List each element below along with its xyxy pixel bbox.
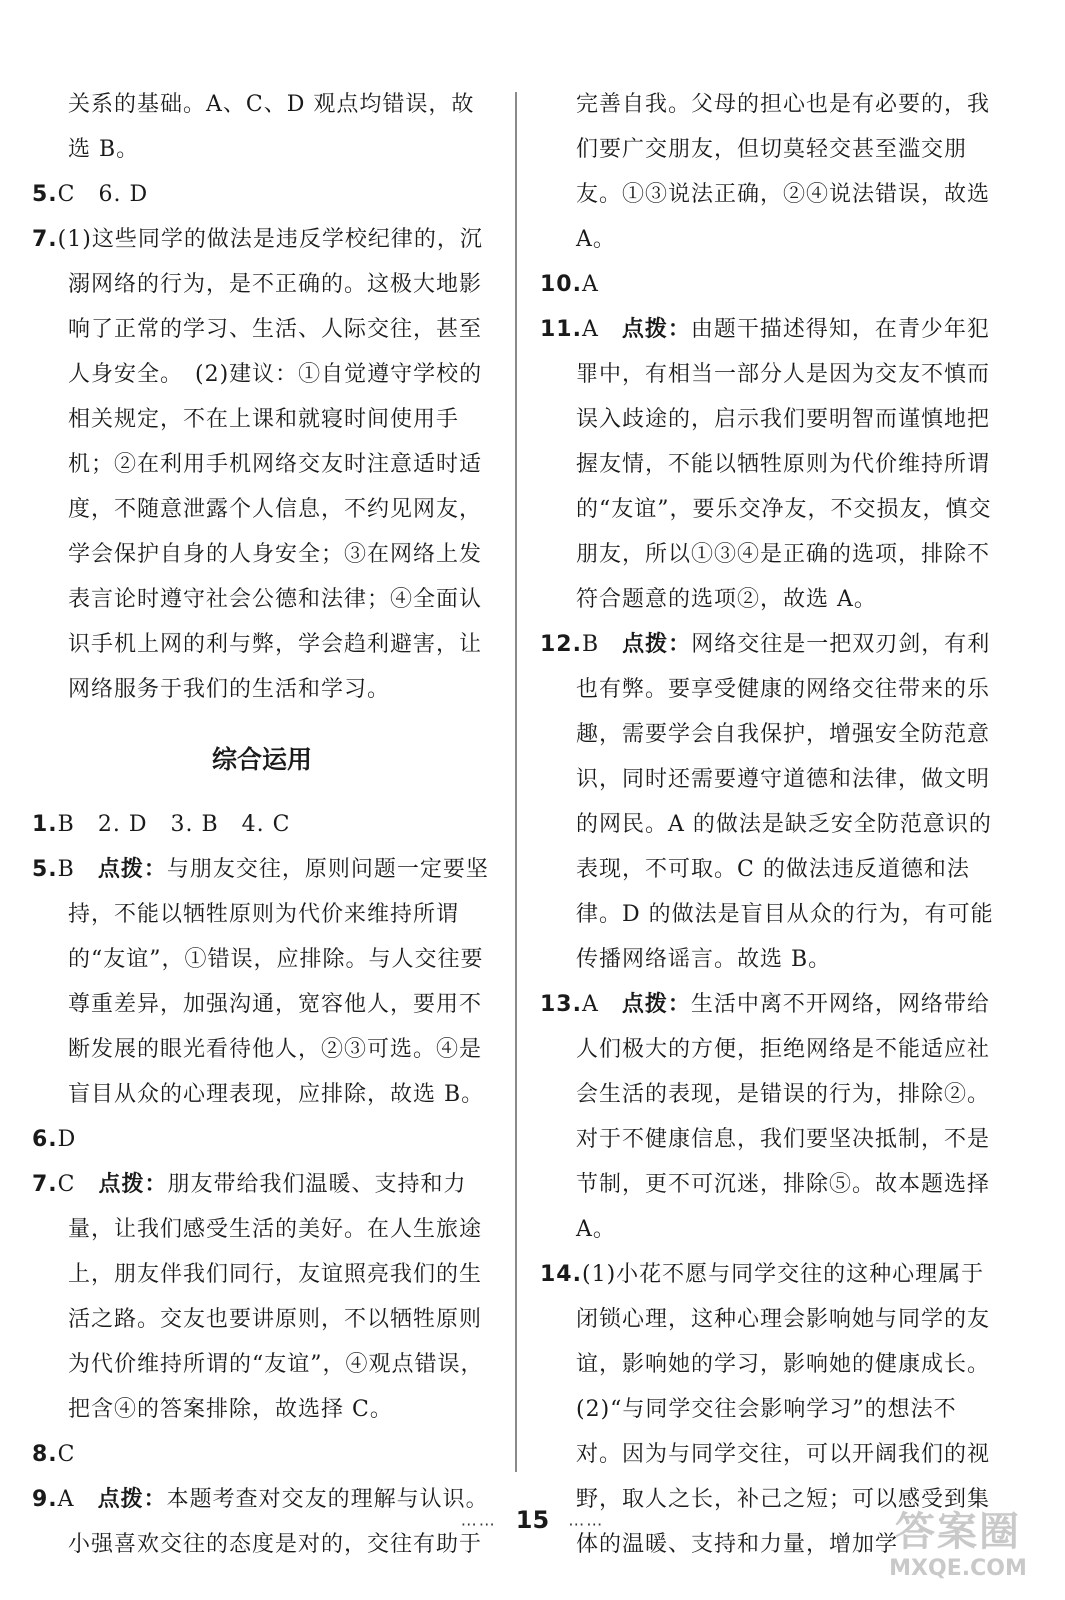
answer-text: 由题干描述得知，在青少年犯罪中，有相当一部分人是因为交友不慎而误入歧途的，启示我们要明智而谨慎地把握友情，不能以牺牲原则为代价维持所谓的“友谊”，要乐交净友，不交损友，慎交朋友，所以①③④是正确的选项，排除不符合题意的选项②，故选 A。: [576, 317, 992, 612]
question-number: 6.: [32, 1127, 58, 1152]
answer-text: 生活中离不开网络，网络带给人们极大的方便，拒绝网络是不能适应社会生活的表现，是错误的行为，排除②。对于不健康信息，我们要坚决抵制，不是节制，更不可沉迷，排除⑤。故本题选择 A。: [576, 992, 991, 1242]
answer-text: 与朋友交往，原则问题一定要坚持，不能以牺牲原则为代价来维持所谓的“友谊”，①错误，应排除。与人交往要尊重差异，加强沟通，宽容他人，要用不断发展的眼光看待他人，②③可选。④是盲目从众的心理表现，应排除，故选 B。: [68, 857, 489, 1107]
answer-item: [32, 847, 492, 1117]
answer-continued: [32, 82, 492, 172]
watermark-url: MXQE.COM: [889, 1556, 1027, 1581]
tip-label: 点拨：: [622, 632, 692, 657]
watermark-logo: 答案圈: [895, 1509, 1021, 1555]
question-number: 12.: [540, 632, 582, 657]
answer-text: D: [57, 1127, 77, 1152]
column-divider: [515, 92, 517, 1472]
answer-text: (1)小花不愿与同学交往的这种心理属于闭锁心理，这种心理会影响她与同学的友谊，影响她的学习，影响她的健康成长。 (2)“与同学交往会影响学习”的想法不对。因为与同学交往，可以开阔我们的视野，取人之长，补己之短；可以感受到集体的温暖、支持和力量，增加学: [576, 1262, 1003, 1557]
answer-text: (1)这些同学的做法是违反学校纪律的，沉溺网络的行为，是不正确的。这极大地影响了正常的学习、生活、人际交往，甚至人身安全。 (2)建议：①自觉遵守学校的相关规定，不在上课和就寝时间使用手机；②在利用手机网络交友时注意适时适度，不随意泄露个人信息，不约见网友，学会保护自身的人身安全；③在网络上发表言论时遵守社会公德和法律；④全面认识手机上网的利与弊，学会趋利避害，让网络服务于我们的生活和学习。: [57, 227, 483, 702]
tip-label: 点拨：: [97, 1487, 167, 1512]
footer-dots-right: ……: [568, 1510, 605, 1530]
answer-item: [32, 217, 492, 712]
answer-choice: C: [57, 1172, 76, 1197]
answer-item: [540, 307, 1000, 622]
answer-item: [32, 1162, 492, 1432]
answer-choice: B: [581, 632, 600, 657]
answer-item: [540, 622, 1000, 982]
tip-label: 点拨：: [621, 317, 691, 342]
question-number: 8.: [32, 1442, 58, 1467]
tip-label: 点拨：: [98, 1172, 168, 1197]
answer-choice: B: [57, 857, 75, 882]
answer-text: A: [581, 272, 599, 297]
answer-choice: A: [581, 992, 599, 1017]
question-number: 5.: [32, 182, 58, 207]
question-number: 5.: [32, 857, 58, 882]
question-number: 7.: [32, 227, 58, 252]
question-number: 7.: [32, 1172, 58, 1197]
answer-item: [32, 172, 492, 217]
section-title: 综合运用: [211, 745, 312, 774]
answer-text: 关系的基础。A、C、D 观点均错误，故选 B。: [68, 92, 475, 162]
question-number: 14.: [540, 1262, 582, 1287]
right-column: [540, 82, 1003, 1567]
answer-text: C: [57, 1442, 76, 1467]
answer-text: C 6. D: [57, 182, 149, 207]
question-number: 10.: [540, 272, 582, 297]
watermark: [865, 1508, 1051, 1594]
question-number: 13.: [540, 992, 582, 1017]
tip-label: 点拨：: [621, 992, 691, 1017]
answer-item: [32, 1117, 492, 1162]
answer-item: [540, 982, 1000, 1252]
tip-label: 点拨：: [97, 857, 167, 882]
answer-text: 朋友带给我们温暖、支持和力量，让我们感受生活的美好。在人生旅途上，朋友伴我们同行，友谊照亮我们的生活之路。交友也要讲原则，不以牺牲原则为代价维持所谓的“友谊”，④观点错误，把含④的答案排除，故选择 C。: [68, 1172, 484, 1422]
answer-text: 网络交往是一把双刃剑，有利也有弊。要享受健康的网络交往带来的乐趣，需要学会自我保护，增强安全防范意识，同时还需要遵守道德和法律，做文明的网民。A 的做法是缺乏安全防范意识的表现，不可取。C 的做法违反道德和法律。D 的做法是盲目从众的行为，有可能传播网络谣言。故选 B。: [576, 632, 994, 972]
answer-text: B 2. D 3. B 4. C: [57, 812, 291, 837]
left-column: [32, 82, 492, 1567]
page-number: 15: [515, 1506, 550, 1534]
footer-dots-left: ……: [460, 1510, 497, 1530]
answer-item: [540, 262, 1000, 307]
question-number: 1.: [32, 812, 58, 837]
answer-text: 本题考查对交友的理解与认识。小强喜欢交往的态度是对的，交往有助于: [68, 1487, 489, 1557]
answer-choice: A: [57, 1487, 75, 1512]
answer-text: 完善自我。父母的担心也是有必要的，我们要广交朋友，但切莫轻交甚至滥交朋友。①③说法正确，②④说法错误，故选 A。: [576, 92, 991, 252]
answer-continued: [540, 82, 1000, 262]
question-number: 11.: [540, 317, 582, 342]
answer-item: [32, 1432, 492, 1477]
question-number: 9.: [32, 1487, 58, 1512]
answer-item: [32, 802, 492, 847]
answer-choice: A: [581, 317, 599, 342]
